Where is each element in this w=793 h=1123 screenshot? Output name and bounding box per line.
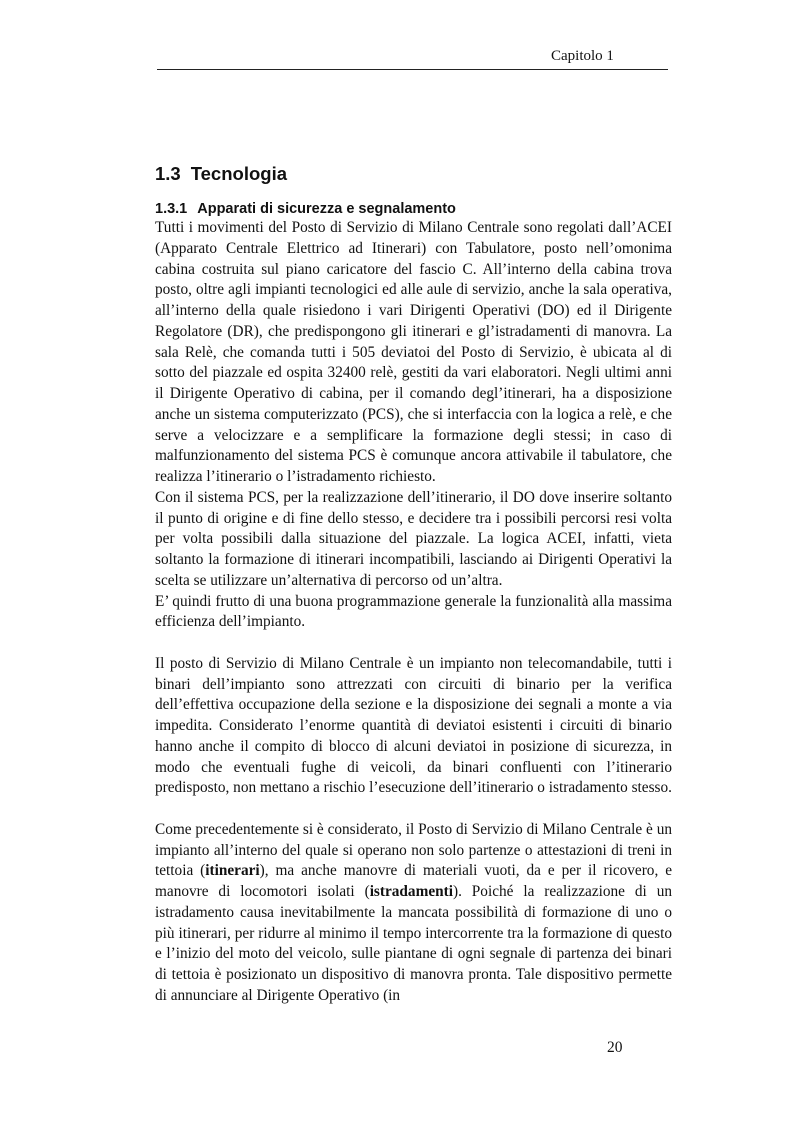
paragraph-manovre [155,820,672,1007]
body-text [155,218,672,1007]
section-number: 1.3 [155,163,181,184]
header-divider [157,69,668,70]
page-number: 20 [607,1039,623,1056]
paragraph-pcs: Con il sistema PCS, per la realizzazione dell’itinerario, il DO dove inserire soltanto il punto di origine e di fine dello stesso, e decidere tra i possibili percorsi resi volta per volta possibili dalla situazione del piazzale. La logica ACEI, infatti, vieta soltanto la formazione di itinerari incompatibili, lasciando ai Dirigenti Operativi la scelta se utilizzare un’alternativa di percorso od un’altra. [155,488,672,589]
term-itinerari: itinerari [205,862,260,880]
section-heading [155,163,287,185]
paragraph-manovre-text-1: Come precedentemente si è considerato, il Posto di Servizio di Milano Centrale è un impianto all’interno del quale si operano non solo partenze o attestazioni di treni in tettoia ( [155,820,672,880]
subsection-title: Apparati di sicurezza e segnalamento [197,201,456,217]
paragraph-manovre-text-3: ). Poiché la realizzazione di un istradamento causa inevitabilmente la mancata possibilità di formazione di uno o più itinerari, per ridurre al minimo il tempo intercorrente tra la formazione di questo e l’inizio del moto del veicolo, sulle piantane di ogni segnale di partenza dei binari di tettoia è posizionato un dispositivo di manovra pronta. Tale dispositivo permette di annunciare al Dirigente Operativo (in [155,883,672,1004]
running-header-chapter: Capitolo 1 [551,48,614,64]
paragraph-efficiency: E’ quindi frutto di una buona programmazione generale la funzionalità alla massima efficienza dell’impianto. [155,592,672,631]
paragraph-manovre-text-2: ), ma anche manovre di materiali vuoti, da e per il ricovero, e manovre di locomotori isolati ( [155,862,672,900]
section-title: Tecnologia [190,163,287,184]
paragraph-acei: Tutti i movimenti del Posto di Servizio di Milano Centrale sono regolati dall’ACEI (Apparato Centrale Elettrico ad Itinerari) con Tabulatore, posto nell’omonima cabina costruita sul piano caricatore del fascio C. All’interno della cabina trova posto, oltre agli impianti tecnologici ed alle aule di servizio, anche la sala operativa, all’interno della quale risiedono i vari Dirigenti Operativi (DO) ed il Dirigente Regolatore (DR), che predispongono gli itinerari e gl’istradamenti di manovra. La sala Relè, che comanda tutti i 505 deviatoi del Posto di Servizio, è ubicata al di sotto del piazzale ed ospita 32400 relè, gestiti da vari elaboratori. Negli ultimi anni il Dirigente Operativo di cabina, per il comando degl’itinerari, ha a disposizione anche un sistema computerizzato (PCS), che si interfaccia con la logica a relè, e che serve a velocizzare e a semplificare la formazione degli stessi; in caso di malfunzionamento del sistema PCS è comunque ancora attivabile il tabulatore, che realizza l’itinerario o l’istradamento richiesto. [155,219,672,485]
paragraph-circuits: Il posto di Servizio di Milano Centrale è un impianto non telecomandabile, tutti i binari dell’impianto sono attrezzati con circuiti di binario per la verifica dell’effettiva occupazione della sezione e la disposizione dei segnali a monte a via impedita. Considerato l’enorme quantità di deviatoi esistenti i circuiti di binario hanno anche il compito di blocco di alcuni deviatoi in posizione di sicurezza, in modo che eventuali fughe di veicoli, da binari confluenti con l’itinerario predisposto, non mettano a rischio l’esecuzione dell’itinerario o istradamento stesso. [155,654,672,797]
subsection-heading [155,201,456,217]
term-istradamenti: istradamenti [369,883,453,900]
subsection-number: 1.3.1 [155,201,188,217]
